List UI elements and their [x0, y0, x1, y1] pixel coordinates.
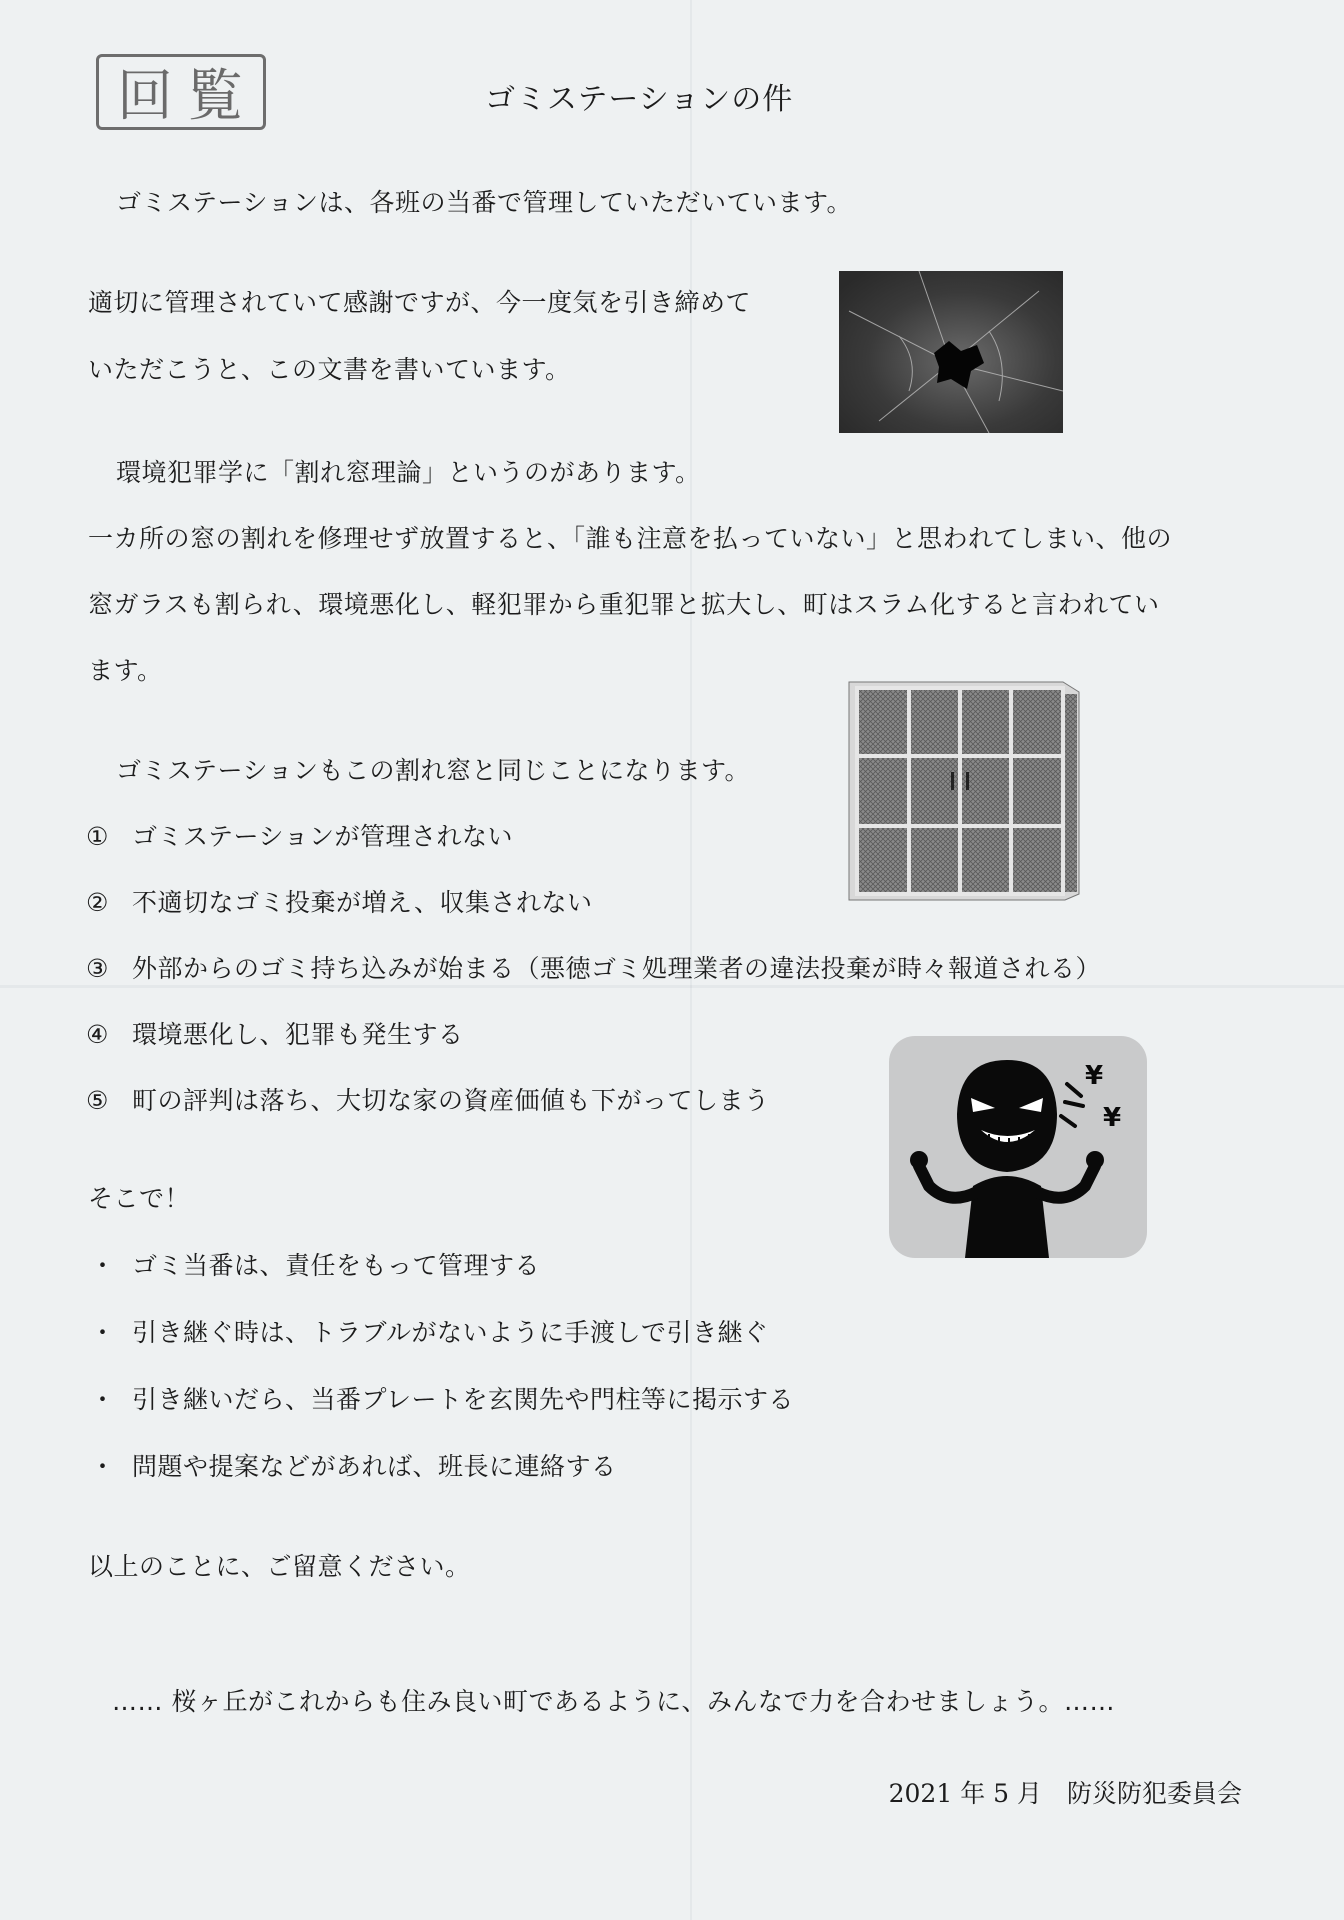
bullet-mark: ・: [90, 1452, 116, 1481]
item-text: ゴミステーションが管理されない: [132, 822, 514, 851]
item-number: ③: [86, 954, 109, 983]
item-number: ④: [86, 1020, 109, 1049]
item-text: 外部からのゴミ持ち込みが始まる（悪徳ゴミ処理業者の違法投棄が時々報道される）: [132, 954, 1102, 983]
sokode-text: そこで！: [88, 1184, 191, 1213]
item-text: 不適切なゴミ投棄が増え、収集されない: [132, 888, 593, 917]
numbered-item: [86, 949, 1101, 985]
bullet-text: 引き継ぐ時は、トラブルがないように手渡しで引き継ぐ: [132, 1318, 769, 1347]
intro-text: ゴミステーションは、各班の当番で管理していただいています。: [116, 188, 853, 217]
para2-line: 窓ガラスも割られ、環境悪化し、軽犯罪から重犯罪と拡大し、町はスラム化すると言われてい: [88, 590, 1160, 619]
item-number: ⑤: [86, 1086, 109, 1115]
para1-line: いただこうと、この文書を書いています。: [88, 355, 571, 384]
garbage-station-photo: [843, 674, 1083, 901]
closing-text: 以上のことに、ご留意ください。: [88, 1552, 471, 1581]
bullet-text: 問題や提案などがあれば、班長に連絡する: [132, 1452, 617, 1481]
numbered-item: [86, 883, 593, 919]
yen-mark: ¥: [1103, 1103, 1122, 1133]
paper-crease: [0, 985, 1344, 988]
item-number: ②: [86, 888, 109, 917]
para2-line: ます。: [88, 656, 163, 685]
item-text: 環境悪化し、犯罪も発生する: [132, 1020, 464, 1049]
numbered-item: [86, 1015, 464, 1051]
thief-illustration: [889, 1036, 1147, 1258]
motto-text: …… 桜ヶ丘がこれからも住み良い町であるように、みんなで力を合わせましょう。……: [112, 1687, 1115, 1716]
kairan-stamp: 回覧: [96, 54, 266, 130]
bullet-item: [90, 1380, 794, 1416]
footer-signature: 2021 年 5 月 防災防犯委員会: [888, 1779, 1242, 1808]
yen-mark: ¥: [1085, 1061, 1104, 1091]
bullet-mark: ・: [90, 1318, 116, 1347]
para2-line: 環境犯罪学に「割れ窓理論」というのがあります。: [116, 458, 701, 487]
bullet-item: [90, 1246, 540, 1282]
para2-line: 一カ所の窓の割れを修理せず放置すると、「誰も注意を払っていない」と思われてしまい、他の: [88, 524, 1173, 553]
numbered-item: [86, 1081, 770, 1117]
bullet-item: [90, 1313, 769, 1349]
broken-glass-photo: [839, 271, 1063, 433]
para3-text: ゴミステーションもこの割れ窓と同じことになります。: [116, 756, 751, 785]
bullet-item: [90, 1447, 617, 1483]
bullet-mark: ・: [90, 1251, 116, 1280]
bullet-text: ゴミ当番は、責任をもって管理する: [132, 1251, 541, 1280]
item-text: 町の評判は落ち、大切な家の資産価値も下がってしまう: [132, 1086, 770, 1115]
document-title: ゴミステーションの件: [485, 82, 794, 117]
numbered-item: [86, 817, 513, 853]
item-number: ①: [86, 822, 109, 851]
bullet-mark: ・: [90, 1385, 116, 1414]
bullet-text: 引き継いだら、当番プレートを玄関先や門柱等に掲示する: [132, 1385, 795, 1414]
para1-line: 適切に管理されていて感謝ですが、今一度気を引き締めて: [88, 288, 752, 317]
